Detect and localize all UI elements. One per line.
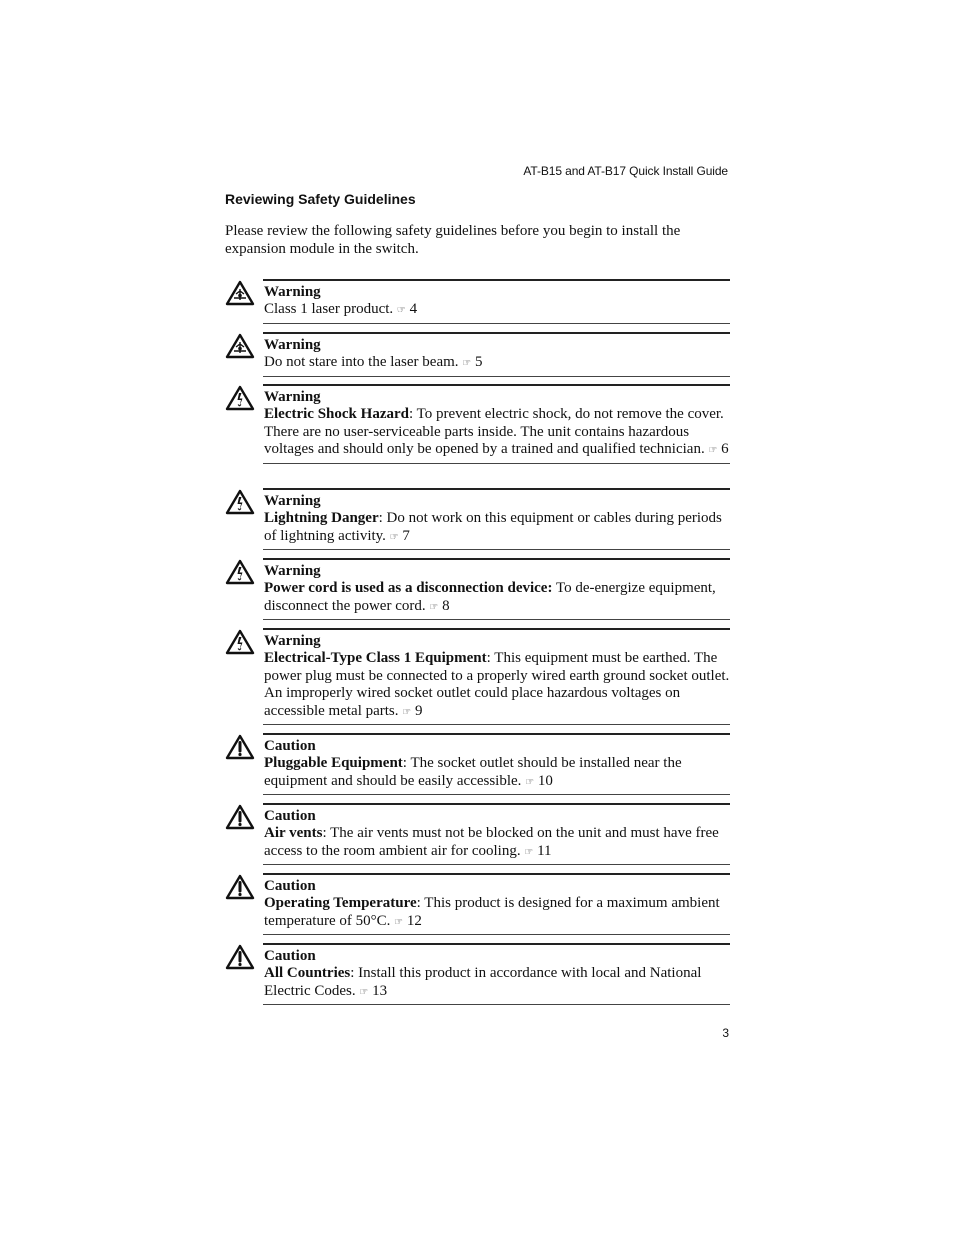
notice-body xyxy=(263,628,730,725)
notice-body xyxy=(263,332,730,377)
notice-message: Install this product in accordance with local and National Electric Codes. xyxy=(264,965,702,999)
notice-text xyxy=(264,406,729,457)
notice-message: The socket outlet should be installed near the equipment and should be easily accessible. xyxy=(264,755,682,789)
notice-label: Warning xyxy=(264,633,321,649)
pointing-hand-icon: ☞ xyxy=(389,531,399,543)
translation-ref-number: 6 xyxy=(721,441,729,458)
pointing-hand-icon: ☞ xyxy=(462,358,472,370)
notice-label: Caution xyxy=(264,738,316,754)
notice-lead: Lightning Danger xyxy=(264,510,379,527)
electric-shock-warning-icon xyxy=(225,385,255,411)
notice-lead: All Countries xyxy=(264,965,351,982)
notice-text xyxy=(264,650,729,718)
translation-ref-number: 11 xyxy=(537,842,552,859)
notice-message: Do not stare into the laser beam. xyxy=(264,354,459,371)
notice-text xyxy=(264,895,720,928)
translation-ref-number: 13 xyxy=(372,982,388,999)
notice-lead: Electric Shock Hazard xyxy=(264,406,409,423)
electric-shock-warning-icon xyxy=(225,489,255,515)
pointing-hand-icon: ☞ xyxy=(524,846,534,858)
notice-separator: : xyxy=(416,895,425,912)
laser-warning-icon xyxy=(225,333,255,359)
notice-label: Warning xyxy=(264,563,321,579)
notice-label: Warning xyxy=(264,493,321,509)
translation-ref-number: 10 xyxy=(537,772,553,789)
pointing-hand-icon: ☞ xyxy=(429,601,439,613)
translation-ref-number: 4 xyxy=(409,301,418,318)
notice-label: Caution xyxy=(264,948,316,964)
pointing-hand-icon: ☞ xyxy=(525,776,535,788)
notice-text xyxy=(264,580,716,613)
notice-body xyxy=(263,733,730,795)
notice-message: The air vents must not be blocked on the unit and must have free access to the room ambient air for cooling. xyxy=(264,825,719,859)
translation-ref-number: 8 xyxy=(442,597,450,614)
notice-message: Class 1 laser product. xyxy=(264,301,394,318)
notice-body xyxy=(263,943,730,1005)
notice-separator: : xyxy=(350,965,359,982)
notice-label: Warning xyxy=(264,284,321,300)
notice-body xyxy=(263,488,730,550)
notice-message: Do not work on this equipment or cables during periods of lightning activity. xyxy=(264,510,722,544)
translation-ref-number: 5 xyxy=(475,354,483,371)
notice-message: To prevent electric shock, do not remove the cover. There are no user-serviceable parts inside. The unit contains hazardous voltages and should only be opened by a trained and qualified technician. xyxy=(264,406,724,458)
translation-ref-number: 9 xyxy=(415,702,423,719)
notice-lead: Operating Temperature xyxy=(264,895,417,912)
notice-label: Warning xyxy=(264,389,321,405)
notice-text xyxy=(264,965,701,998)
notice-label: Caution xyxy=(264,878,316,894)
notice-body xyxy=(263,384,730,464)
notice-text xyxy=(264,510,722,543)
notice-lead: Electrical-Type Class 1 Equipment xyxy=(264,650,487,667)
notice-separator: : xyxy=(486,650,495,667)
electric-shock-warning-icon xyxy=(225,629,255,655)
notice-text xyxy=(264,301,417,317)
notice-body xyxy=(263,558,730,620)
notice-body xyxy=(263,873,730,935)
notice-message: This equipment must be earthed. The power plug must be connected to a properly wired earth ground socket outlet. An improperly wired socket outlet could place hazardous voltages on accessible metal parts. xyxy=(264,650,730,719)
translation-ref-number: 12 xyxy=(406,912,422,929)
running-header: AT-B15 and AT-B17 Quick Install Guide xyxy=(523,164,728,178)
caution-icon xyxy=(225,734,255,760)
notice-lead: Pluggable Equipment xyxy=(264,755,403,772)
page-number: 3 xyxy=(722,1026,729,1040)
notice-text xyxy=(264,354,483,370)
notice-separator: : xyxy=(378,510,387,527)
caution-icon xyxy=(225,874,255,900)
caution-icon xyxy=(225,804,255,830)
electric-shock-warning-icon xyxy=(225,559,255,585)
caution-icon xyxy=(225,944,255,970)
notice-separator: : xyxy=(408,406,417,423)
notice-message: To de-energize equipment, disconnect the power cord. xyxy=(264,580,716,614)
notice-body xyxy=(263,279,730,324)
translation-ref-number: 7 xyxy=(402,527,410,544)
pointing-hand-icon: ☞ xyxy=(359,986,369,998)
notice-text xyxy=(264,825,719,858)
notice-lead: Air vents xyxy=(264,825,323,842)
pointing-hand-icon: ☞ xyxy=(394,916,404,928)
pointing-hand-icon: ☞ xyxy=(402,706,412,718)
intro-paragraph: Please review the following safety guidelines before you begin to install the expansion module in the switch. xyxy=(225,223,681,257)
notice-separator: : xyxy=(322,825,331,842)
laser-warning-icon xyxy=(225,280,255,306)
notice-label: Warning xyxy=(264,337,321,353)
notice-body xyxy=(263,803,730,865)
pointing-hand-icon: ☞ xyxy=(396,305,406,317)
section-heading: Reviewing Safety Guidelines xyxy=(225,191,416,207)
notice-label: Caution xyxy=(264,808,316,824)
notice-message: This product is designed for a maximum ambient temperature of 50°C. xyxy=(264,895,720,929)
notice-lead: Power cord is used as a disconnection device: xyxy=(264,580,553,597)
pointing-hand-icon: ☞ xyxy=(708,445,718,457)
notice-text xyxy=(264,755,682,788)
notice-separator: : xyxy=(402,755,411,772)
